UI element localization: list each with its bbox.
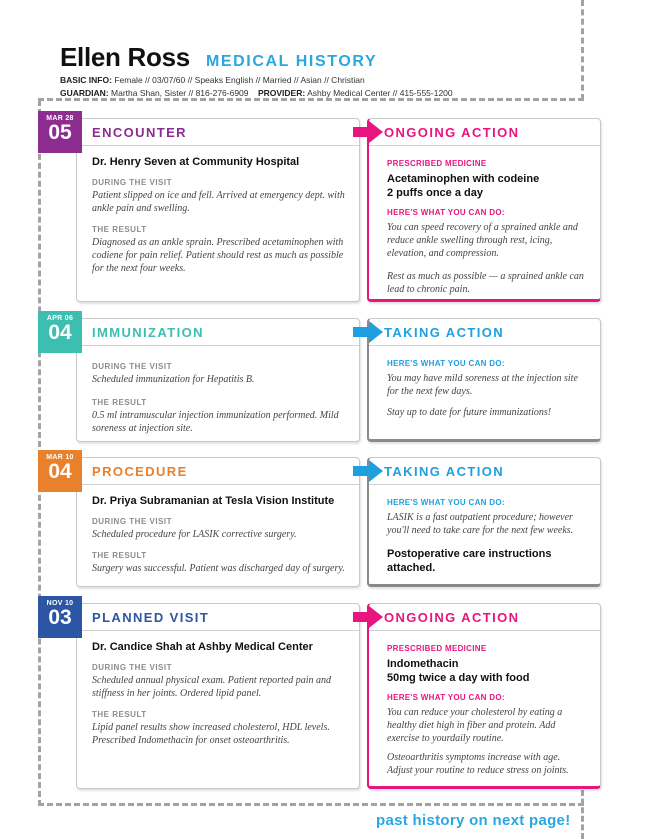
date-day: 05 (48, 121, 72, 144)
arrow-right-icon (353, 606, 383, 628)
visit-type: IMMUNIZATION (77, 319, 359, 346)
todo-text-2: Stay up to date for future immunizations! (387, 407, 552, 418)
result-label: THE RESULT (92, 551, 147, 560)
todo-text: LASIK is a fast outpatient procedure; however you'll need to take care for the next few weeks. (387, 512, 574, 536)
guardian-value: Martha Shan, Sister // 816-276-6909 (111, 88, 249, 98)
action-card (367, 603, 601, 789)
visit-text: Patient slipped on ice and fell. Arrived at emergency dept. with ankle pain and swelling. (92, 190, 345, 214)
arrow-right-icon (353, 321, 383, 343)
date-badge (38, 311, 82, 353)
action-title: ONGOING ACTION (369, 119, 600, 146)
date-badge (38, 111, 82, 153)
history-entry-planned-visit (38, 596, 601, 791)
visit-text: Scheduled annual physical exam. Patient reported pain and stiffness in her joints. Ordered lipid panel. (92, 675, 332, 699)
prescription-name: Acetaminophen with codeine (387, 173, 540, 185)
basic-info-value: Female // 03/07/60 // Speaks English // Married // Asian // Christian (114, 75, 365, 85)
action-title: TAKING ACTION (369, 319, 600, 346)
prescription-dose: 50mg twice a day with food (387, 672, 530, 684)
date-day: 03 (48, 606, 72, 629)
doctor-name: Dr. Candice Shah at Ashby Medical Center (92, 641, 313, 653)
arrow-right-icon (353, 121, 383, 143)
provider-label: PROVIDER: (257, 88, 306, 98)
prescription-dose: 2 puffs once a day (387, 187, 483, 199)
guardian-provider-line (60, 88, 600, 99)
visit-type: PROCEDURE (77, 458, 359, 485)
date-month: APR 06 (46, 315, 74, 322)
doctor-name: Dr. Priya Subramanian at Tesla Vision Institute (92, 495, 335, 507)
date-badge (38, 450, 82, 492)
name-row (60, 42, 600, 73)
result-label: THE RESULT (92, 710, 147, 719)
date-badge (38, 596, 82, 638)
history-entry-immunization (38, 311, 601, 444)
action-card (367, 457, 601, 587)
date-month: MAR 28 (46, 115, 74, 122)
action-card (367, 318, 601, 442)
result-text: 0.5 ml intramuscular injection immunization performed. Mild soreness at injection site. (92, 410, 339, 434)
prescription-name: Indomethacin (387, 658, 459, 670)
doctor-name: Dr. Henry Seven at Community Hospital (92, 156, 300, 168)
visit-card (76, 318, 360, 442)
prescribed-label: PRESCRIBED MEDICINE (387, 644, 487, 653)
frame-dash-right-bottom (581, 790, 584, 839)
basic-info-line (60, 75, 600, 86)
todo-label: HERE'S WHAT YOU CAN DO: (387, 208, 505, 217)
basic-info-label: BASIC INFO: (60, 75, 112, 85)
todo-text-2: Osteoarthritis symptoms increase with age. Adjust your routine to reduce stress on joints. (387, 752, 569, 776)
prescribed-label: PRESCRIBED MEDICINE (387, 159, 487, 168)
action-title: TAKING ACTION (369, 458, 600, 485)
prescription (387, 657, 586, 685)
guardian-label: GUARDIAN: (60, 88, 109, 98)
todo-text: You can reduce your cholesterol by eating a healthy diet high in fiber and protein. Add exercise to yourdaily routine. (387, 707, 563, 744)
todo-text: You may have mild soreness at the injection site for the next few days. (387, 373, 578, 397)
visit-type: PLANNED VISIT (77, 604, 359, 631)
result-label: THE RESULT (92, 398, 147, 407)
prescription (387, 172, 586, 200)
visit-label: DURING THE VISIT (92, 178, 173, 187)
result-label: THE RESULT (92, 225, 147, 234)
visit-card (76, 457, 360, 587)
patient-name: Ellen Ross (60, 42, 190, 72)
visit-label: DURING THE VISIT (92, 663, 173, 672)
date-day: 04 (48, 460, 72, 483)
todo-text-2: Rest as much as possible — a sprained ankle can lead to chronic pain. (387, 271, 584, 295)
todo-text: You can speed recovery of a sprained ankle and reduce ankle swelling through rest, icing, elevation, and compression. (387, 222, 578, 259)
date-day: 04 (48, 321, 72, 344)
visit-card (76, 118, 360, 302)
visit-label: DURING THE VISIT (92, 362, 173, 371)
result-text: Diagnosed as an ankle sprain. Prescribed acetaminophen with codiene for pain relief. Patient should rest as much as possible for the next four weeks. (92, 237, 344, 274)
action-title: ONGOING ACTION (369, 604, 600, 631)
visit-text: Scheduled procedure for LASIK corrective surgery. (92, 529, 297, 540)
action-card (367, 118, 601, 302)
result-text: Lipid panel results show increased cholesterol, HDL levels. Prescribed Indomethacin for onset osteoarthritis. (92, 722, 330, 746)
visit-card (76, 603, 360, 789)
date-month: NOV 10 (46, 600, 74, 607)
arrow-right-icon (353, 460, 383, 482)
provider-value: Ashby Medical Center // 415-555-1200 (307, 88, 453, 98)
next-page-link[interactable]: past history on next page! (376, 812, 571, 829)
history-entry-encounter (38, 111, 601, 305)
frame-dash-footer (38, 803, 584, 806)
page-title: MEDICAL HISTORY (205, 53, 378, 70)
visit-label: DURING THE VISIT (92, 517, 173, 526)
visit-type: ENCOUNTER (77, 119, 359, 146)
todo-label: HERE'S WHAT YOU CAN DO: (387, 693, 505, 702)
result-text: Surgery was successful. Patient was discharged day of surgery. (92, 563, 345, 574)
visit-text: Scheduled immunization for Hepatitis B. (92, 374, 255, 385)
care-instructions-note: Postoperative care instructions attached. (387, 548, 552, 574)
todo-label: HERE'S WHAT YOU CAN DO: (387, 498, 505, 507)
date-month: MAR 10 (46, 454, 74, 461)
history-entry-procedure (38, 450, 601, 590)
todo-label: HERE'S WHAT YOU CAN DO: (387, 359, 505, 368)
header (60, 42, 600, 99)
